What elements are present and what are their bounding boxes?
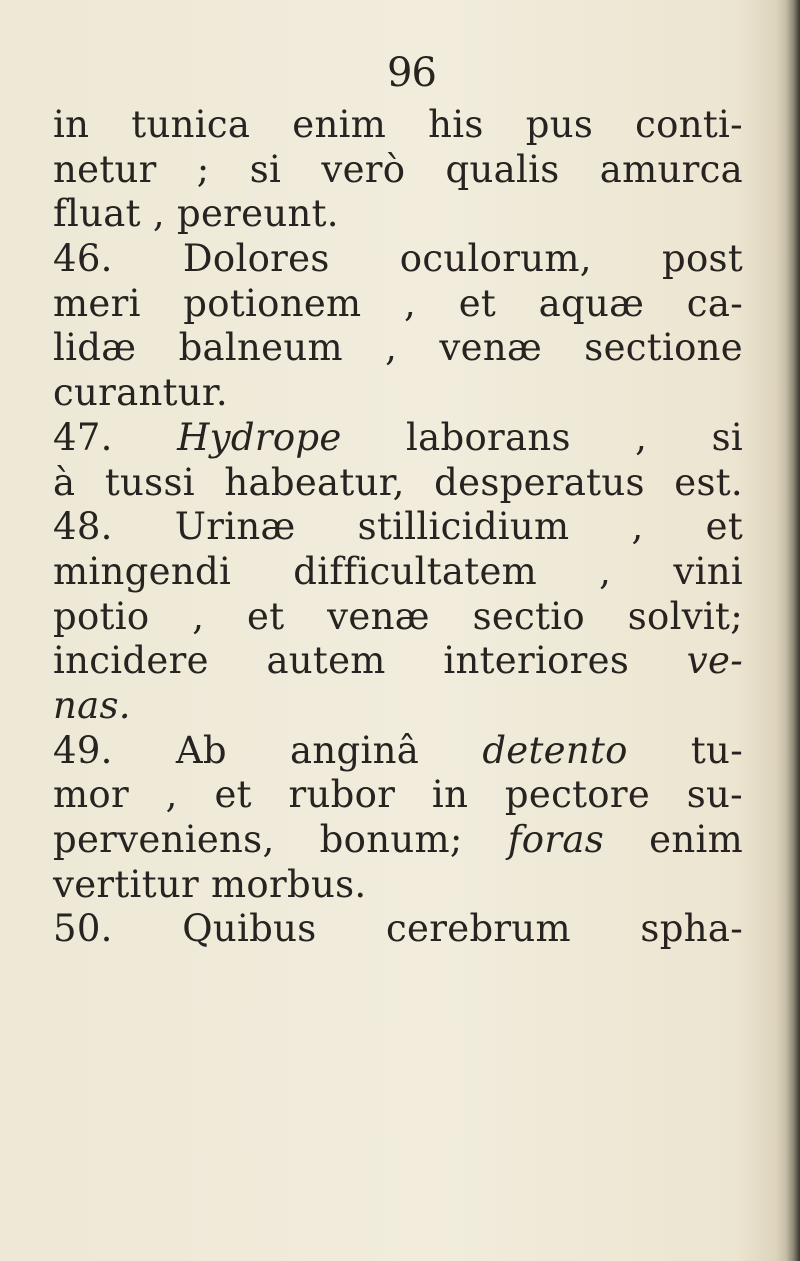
text-line bbox=[53, 148, 743, 193]
text-line bbox=[53, 461, 743, 506]
italic-text: Hydrope bbox=[177, 415, 342, 459]
text-line bbox=[53, 371, 743, 416]
text-line bbox=[53, 863, 743, 908]
text-segment: 50. Quibus cerebrum spha- bbox=[53, 907, 743, 951]
text-segment: netur ; si verò qualis amurca bbox=[53, 147, 743, 191]
text-segment: potio , et venæ sectio solvit; bbox=[53, 594, 743, 638]
text-line bbox=[53, 550, 743, 595]
text-segment: 48. Urinæ stillicidium , et bbox=[53, 505, 743, 549]
text-segment: tu- bbox=[627, 728, 743, 772]
text-segment: enim bbox=[604, 818, 743, 861]
text-segment: meri potionem , et aquæ ca- bbox=[53, 281, 743, 325]
text-line bbox=[53, 505, 743, 550]
text-segment: curantur. bbox=[53, 371, 228, 415]
text-segment: laborans , si bbox=[341, 415, 743, 459]
text-segment: fluat , pereunt. bbox=[53, 192, 339, 236]
text-segment: 47. bbox=[53, 415, 178, 459]
italic-text: ve- bbox=[686, 639, 743, 683]
text-line bbox=[53, 773, 743, 818]
text-segment: incidere autem interiores bbox=[53, 639, 687, 683]
page-number: 96 bbox=[387, 50, 436, 96]
text-segment: 49. Ab anginâ bbox=[53, 728, 483, 772]
text-line bbox=[53, 192, 743, 237]
body-text bbox=[53, 103, 743, 952]
text-line bbox=[53, 237, 743, 282]
text-line bbox=[53, 639, 743, 684]
text-segment: in tunica enim his pus conti- bbox=[53, 103, 743, 146]
text-line bbox=[53, 729, 743, 774]
text-segment: vertitur morbus. bbox=[53, 862, 367, 906]
text-segment: mingendi difficultatem , vini bbox=[53, 549, 743, 593]
text-segment: perveniens, bonum; bbox=[53, 818, 508, 861]
text-line bbox=[53, 103, 743, 148]
text-line bbox=[53, 595, 743, 640]
italic-text: foras bbox=[507, 818, 604, 861]
text-segment: 46. Dolores oculorum, post bbox=[53, 237, 743, 281]
italic-text: nas. bbox=[53, 683, 131, 727]
page-edge-shadow bbox=[786, 0, 800, 1261]
text-segment: lidæ balneum , venæ sectione bbox=[53, 326, 743, 370]
italic-text: detento bbox=[482, 728, 628, 772]
text-line bbox=[53, 282, 743, 327]
text-segment: à tussi habeatur, desperatus est. bbox=[53, 460, 743, 504]
text-segment: mor , et rubor in pectore su- bbox=[53, 773, 743, 817]
text-line bbox=[53, 907, 743, 952]
text-line bbox=[53, 684, 743, 729]
text-line bbox=[53, 416, 743, 461]
text-line bbox=[53, 818, 743, 863]
text-line bbox=[53, 326, 743, 371]
